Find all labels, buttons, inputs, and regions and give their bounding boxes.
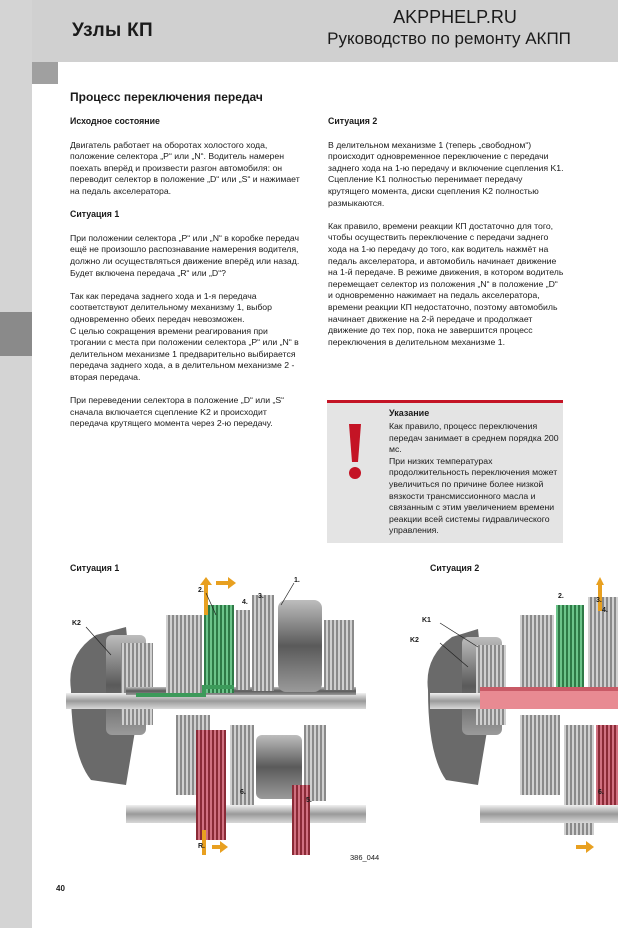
callout-k2: K2 [72,620,81,627]
callout-3: 3. [596,597,602,604]
gearbox-drawing [66,575,366,865]
gearbox-cutaway-situation-1 [66,575,366,865]
callout-1: 1. [294,577,300,584]
corner-marker [32,62,58,84]
page-number: 40 [56,884,65,893]
note-text [389,421,559,537]
callout-3: 3. [258,593,264,600]
callout-4: 4. [602,607,608,614]
paragraph: Как правило, времени реакции КП достаточно для того, чтобы осуществить переключение с передачи заднего хода на 1-ю передачу до того, как водитель нажмёт на педаль акселератора, и автомобиль начинает движение на 1-й передаче. В режиме движения, в котором водитель перемещает селектор из положения „N“ в положение „D“ и одновременно нажимает на педаль акселератора, времени реакции КП недостаточно, поэтому автомобиль начинает движение на 2-й передаче и продолжает движение до тех пор, пока не завершится процесс переключения в делительном механизме 1. [328,220,564,347]
note-accent-line [327,400,563,403]
callout-6: 6. [598,789,604,796]
manual-subtitle: Руководство по ремонту АКПП [327,29,571,48]
figure-label-situation-1: Ситуация 1 [70,563,120,573]
exclamation-icon [343,422,367,482]
paragraph: При положении селектора „P“ или „N“ в коробке передач ещё не произошло распознавание намерения водителя, должно ли осуществляться движение вперёд или назад. Будет включена передача „R“ или „D“? [70,232,300,278]
gearbox-cutaway-situation-2 [400,575,618,865]
chapter-title: Узлы КП [72,20,153,41]
callout-2: 2. [558,593,564,600]
figure-label-situation-2: Ситуация 2 [430,563,480,573]
figure-code: 386_044 [350,853,380,862]
heading-situation-2: Ситуация 2 [328,116,378,126]
side-strip [0,0,32,928]
callout-5: 5. [306,797,312,804]
note-paragraph: При низких температурах продолжительность переключения может увеличиться по причине более низкой вязкости трансмиссионного масла и связанным с этим увеличением времени реакции всей системы гидравлического управления. [389,455,558,536]
callout-r: R. [198,843,205,850]
paragraph: Так как передача заднего хода и 1-я передача соответствуют делительному механизму 1, выбор одновременно обеих передач невозможен. [70,290,272,324]
section-title: Процесс переключения передач [70,90,263,104]
paragraph: С целью сокращения времени реагирования при трогании с места при положении селектора „P“ или „N“ в делительном механизме 1 предварительно выбирается передача заднего хода, а в делительном механизме 2 - вторая передача. [70,325,299,382]
left-column [70,116,304,441]
paragraph: При переведении селектора в положение „D“ или „S“ сначала включается сцепление K2 и происходит передача крутящего момента через 2-ю передачу. [70,395,285,429]
callout-6: 6. [240,789,246,796]
note-paragraph: Как правило, процесс переключения передач занимает в среднем порядка 200 мс. [389,421,559,455]
paragraph: В делительном механизме 1 (теперь „свободном“) происходит одновременное переключение с передачи заднего хода на 1-ю передачу и включение сцепления K1. Сцепление K1 полностью перенимает передачу крутящего момента, диски сцепления K2 полностью размыкаются. [328,139,564,208]
site-name: AKPPHELP.RU [393,7,517,27]
callout-4: 4. [242,599,248,606]
side-tab-marker [0,312,32,356]
right-column [328,116,564,360]
paragraph: Двигатель работает на оборотах холостого хода, положение селектора „P“ или „N“. Водитель намерен поехать вперёд и произвести разгон автомобиля: он переводит селектор в положение „D“ или „S“ и нажимает на педаль акселератора. [70,139,300,196]
heading-situation-1: Ситуация 1 [70,209,120,220]
note-title: Указание [389,408,430,418]
gearbox-drawing [400,575,618,865]
note-box [327,400,563,543]
heading-initial-state: Исходное состояние [70,116,160,126]
callout-2: 2. [198,587,204,594]
callout-k1: K1 [422,617,431,624]
callout-k2: K2 [410,637,419,644]
